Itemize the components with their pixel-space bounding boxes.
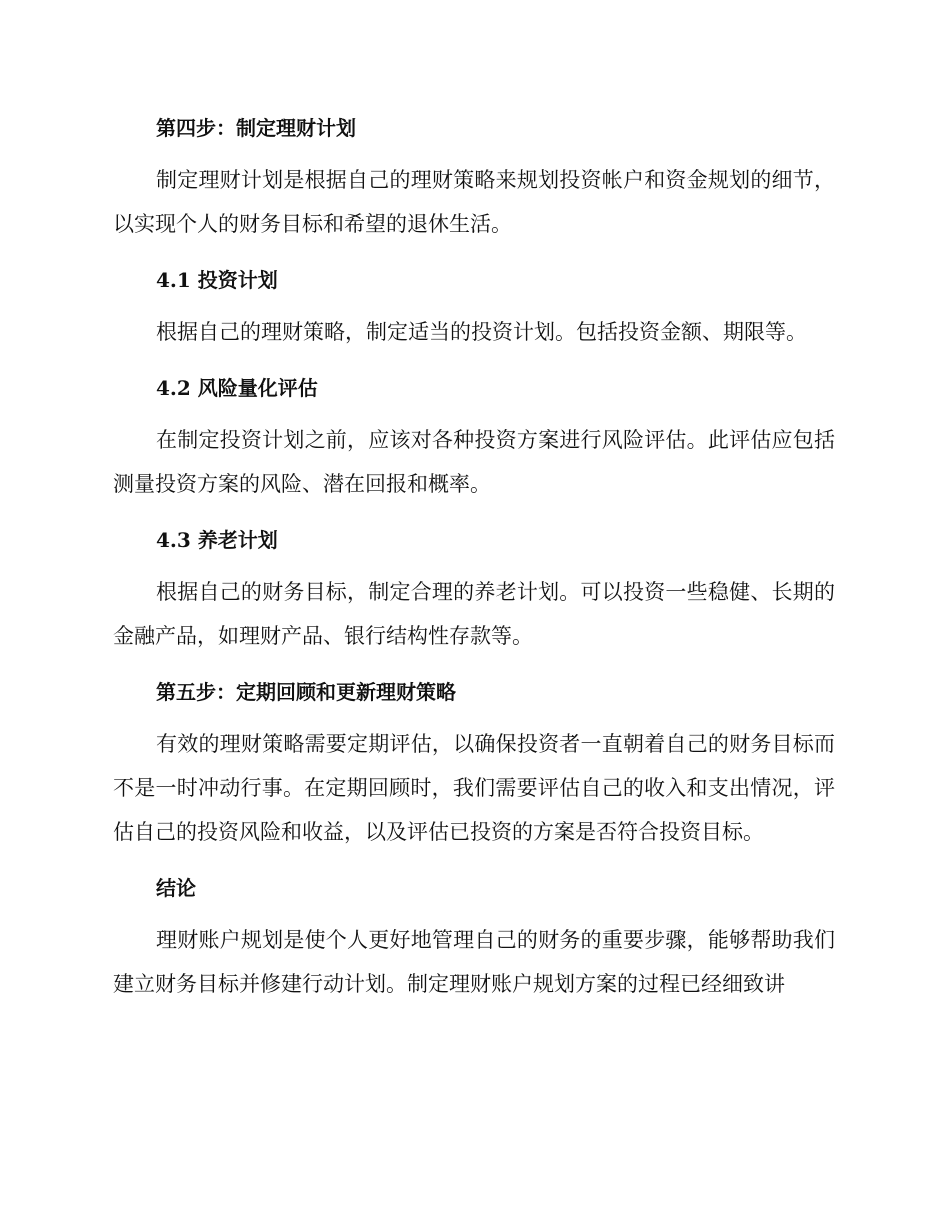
section-heading-step5: 第五步：定期回顾和更新理财策略: [156, 680, 456, 704]
section-paragraph-step4: 制定理财计划是根据自己的理财策略来规划投资帐户和资金规划的细节，以实现个人的财务目标和希望的退休生活。: [113, 168, 835, 236]
section-paragraph-4-2: 在制定投资计划之前，应该对各种投资方案进行风险评估。此评估应包括测量投资方案的风险、潜在回报和概率。: [113, 428, 835, 496]
section-heading-4-2: 4.2 风险量化评估: [156, 376, 318, 400]
section-paragraph-4-3: 根据自己的财务目标，制定合理的养老计划。可以投资一些稳健、长期的金融产品，如理财产品、银行结构性存款等。: [113, 580, 835, 648]
section-paragraph-conclusion: 理财账户规划是使个人更好地管理自己的财务的重要步骤，能够帮助我们建立财务目标并修建行动计划。制定理财账户规划方案的过程已经细致讲: [113, 928, 835, 996]
document-body: [113, 108, 835, 1006]
section-heading-4-3: 4.3 养老计划: [156, 528, 278, 552]
section-paragraph-4-1: 根据自己的理财策略，制定适当的投资计划。包括投资金额、期限等。: [156, 320, 807, 344]
section-heading-step4: 第四步：制定理财计划: [156, 116, 356, 140]
section-heading-conclusion: 结论: [156, 876, 196, 900]
section-paragraph-step5: 有效的理财策略需要定期评估，以确保投资者一直朝着自己的财务目标而不是一时冲动行事。在定期回顾时，我们需要评估自己的收入和支出情况，评估自己的投资风险和收益，以及评估已投资的方案是否符合投资目标。: [113, 732, 835, 844]
section-heading-4-1: 4.1 投资计划: [156, 268, 278, 292]
